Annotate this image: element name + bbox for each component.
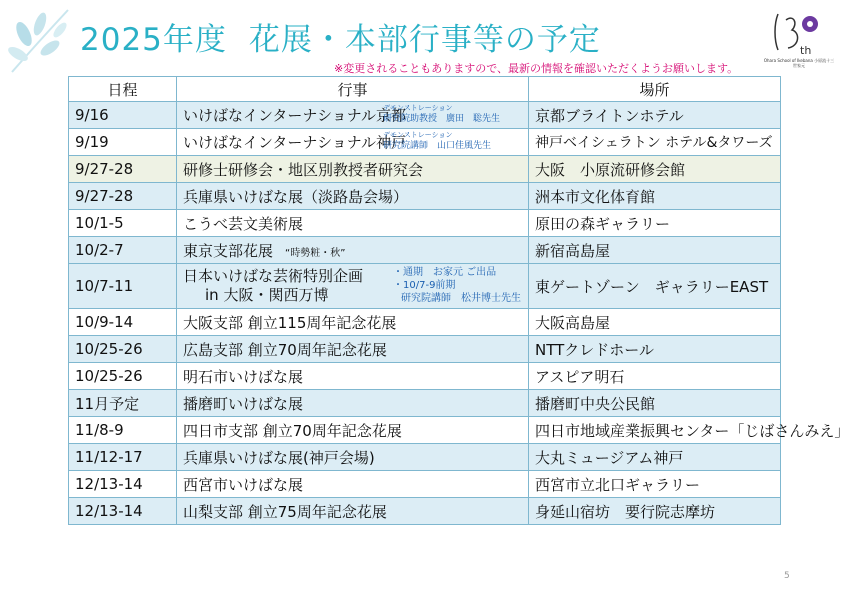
- venue-text: 神戸ベイシェラトン ホテル&タワーズ: [535, 135, 773, 151]
- row-event: [177, 102, 529, 129]
- row-event: 研修士研修会・地区別教授者研究会: [177, 156, 529, 183]
- title-text: 花展・本部行事等の予定: [248, 22, 601, 58]
- row-event: [177, 237, 529, 264]
- table-row: [69, 156, 781, 183]
- row-date: 11/12-17: [69, 444, 177, 471]
- row-date: 10/9-14: [69, 309, 177, 336]
- table-row: [69, 183, 781, 210]
- svg-text:th: th: [800, 44, 812, 57]
- table-header-row: [69, 77, 781, 102]
- row-date: 9/27-28: [69, 156, 177, 183]
- event-name: いけばなインターナショナル神戸: [183, 133, 407, 152]
- row-venue: 原田の森ギャラリー: [529, 210, 781, 237]
- row-date: 10/1-5: [69, 210, 177, 237]
- table-row: [69, 336, 781, 363]
- row-venue: アスピア明石: [529, 363, 781, 390]
- table-row: [69, 363, 781, 390]
- page-title: [80, 14, 601, 59]
- row-date: 10/25-26: [69, 336, 177, 363]
- logo-caption: Ohara School of Ikebana 小原流十三世家元: [763, 58, 835, 68]
- note-teacher: 研究院講師 松井博士先生: [401, 293, 521, 304]
- row-venue: 大阪高島屋: [529, 309, 781, 336]
- row-event: [177, 129, 529, 156]
- table-row: [69, 309, 781, 336]
- title-year: 2025年度: [80, 22, 227, 58]
- table-row: [69, 129, 781, 156]
- row-venue: 四日市地域産業振興センター「じばさんみえ」: [529, 417, 781, 444]
- row-event: 山梨支部 創立75周年記念花展: [177, 498, 529, 525]
- header-venue: 場所: [529, 77, 781, 102]
- row-venue: 東ゲートゾーン ギャラリーEAST: [529, 264, 781, 309]
- table-row: [69, 417, 781, 444]
- row-venue: 京都ブライトンホテル: [529, 102, 781, 129]
- row-event: 広島支部 創立70周年記念花展: [177, 336, 529, 363]
- row-venue: 身延山宿坊 要行院志摩坊: [529, 498, 781, 525]
- note-early: ・10/7-9前期: [393, 280, 456, 291]
- event-line1: 日本いけばな芸術特別企画: [183, 267, 364, 285]
- row-venue: 西宮市立北口ギャラリー: [529, 471, 781, 498]
- row-event: 兵庫県いけばな展(神戸会場): [177, 444, 529, 471]
- row-event: 兵庫県いけばな展（淡路島会場）: [177, 183, 529, 210]
- note-period: ・通期 お家元 ご出品: [393, 267, 497, 278]
- row-venue: [529, 129, 781, 156]
- row-date: 11/8-9: [69, 417, 177, 444]
- row-event: [177, 264, 529, 309]
- row-event: 大阪支部 創立115周年記念花展: [177, 309, 529, 336]
- row-date: 12/13-14: [69, 498, 177, 525]
- event-note: [393, 266, 521, 305]
- header-date: 日程: [69, 77, 177, 102]
- table-row: [69, 471, 781, 498]
- table-row: [69, 498, 781, 525]
- row-date: 9/19: [69, 129, 177, 156]
- event-theme: “時勢粧・秋”: [285, 247, 346, 259]
- table-row: [69, 390, 781, 417]
- event-name: いけばなインターナショナル京都: [183, 106, 407, 125]
- table-row: [69, 264, 781, 309]
- event-line2: in 大阪・関西万博: [205, 286, 329, 304]
- page-number: 5: [784, 571, 790, 581]
- event-note: [383, 130, 491, 152]
- note-demo: デモンストレーション: [383, 131, 453, 139]
- row-date: 10/25-26: [69, 363, 177, 390]
- row-event: 四日市支部 創立70周年記念花展: [177, 417, 529, 444]
- row-venue: 新宿高島屋: [529, 237, 781, 264]
- row-date: 9/16: [69, 102, 177, 129]
- change-notice: ※変更されることもありますので、最新の情報を確認いただくようお願いします。: [334, 62, 739, 75]
- table-row: [69, 444, 781, 471]
- row-venue: NTTクレドホール: [529, 336, 781, 363]
- row-venue: 洲本市文化体育館: [529, 183, 781, 210]
- header-event: 行事: [177, 77, 529, 102]
- row-event: 明石市いけばな展: [177, 363, 529, 390]
- note-teacher: 研究院講師 山口佳風先生: [383, 141, 492, 151]
- row-venue: 播磨町中央公民館: [529, 390, 781, 417]
- row-event: 西宮市いけばな展: [177, 471, 529, 498]
- table-row: [69, 237, 781, 264]
- row-date: 10/7-11: [69, 264, 177, 309]
- note-teacher: 研究院助教授 廣田 聡先生: [383, 114, 501, 124]
- row-date: 10/2-7: [69, 237, 177, 264]
- schedule-table: [68, 76, 849, 525]
- event-name: [183, 267, 363, 305]
- row-date: 11月予定: [69, 390, 177, 417]
- row-venue: 大丸ミュージアム神戸: [529, 444, 781, 471]
- row-date: 9/27-28: [69, 183, 177, 210]
- event-name: 東京支部花展: [183, 241, 274, 260]
- row-venue: 大阪 小原流研修会館: [529, 156, 781, 183]
- leaf-branch-decoration: [4, 4, 74, 76]
- note-demo: デモンストレーション: [383, 104, 453, 112]
- table-row: [69, 102, 781, 129]
- table-row: [69, 210, 781, 237]
- row-date: 12/13-14: [69, 471, 177, 498]
- event-note: [383, 103, 500, 125]
- row-event: 播磨町いけばな展: [177, 390, 529, 417]
- row-event: こうべ芸文美術展: [177, 210, 529, 237]
